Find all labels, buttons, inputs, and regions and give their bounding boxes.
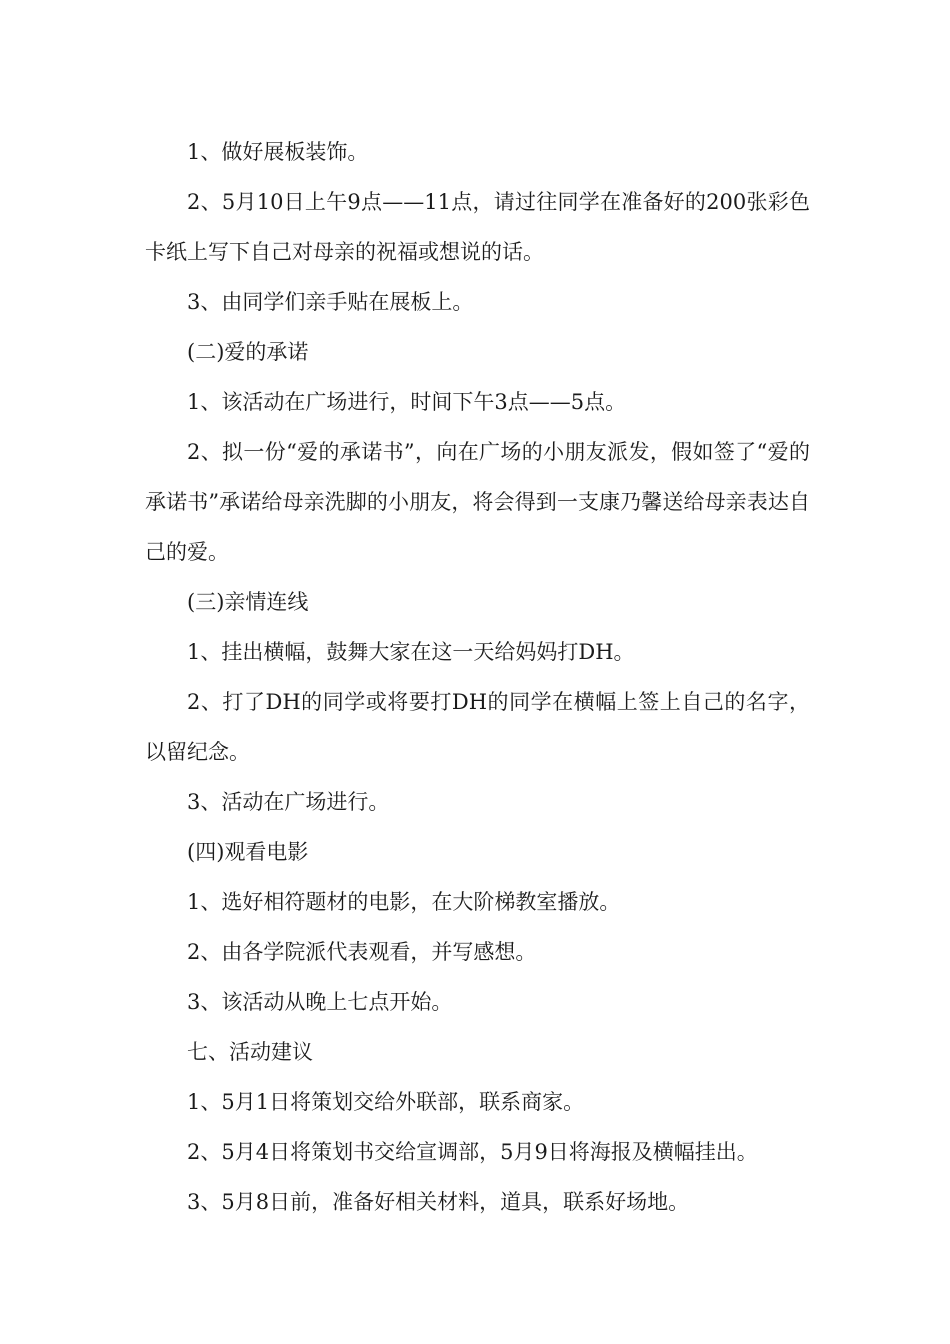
paragraph-8: 1、挂出横幅，鼓舞大家在这一天给妈妈打DH。 — [187, 640, 635, 664]
paragraph-16: 1、5月1日将策划交给外联部，联系商家。 — [187, 1090, 585, 1114]
paragraph-13: 2、由各学院派代表观看，并写感想。 — [187, 940, 537, 964]
paragraph-1: 1、做好展板装饰。 — [187, 140, 369, 164]
paragraph-14: 3、该活动从晚上七点开始。 — [187, 990, 453, 1014]
document-body — [145, 127, 810, 1227]
paragraph-12: 1、选好相符题材的电影，在大阶梯教室播放。 — [187, 890, 621, 914]
paragraph-18: 3、5月8日前，准备好相关材料，道具，联系好场地。 — [187, 1190, 690, 1214]
paragraph-17: 2、5月4日将策划书交给宣调部，5月9日将海报及横幅挂出。 — [187, 1140, 758, 1164]
section-heading-suggestions: 七、活动建议 — [187, 1040, 313, 1064]
paragraph-6: 2、拟一份“爱的承诺书”，向在广场的小朋友派发，假如签了“爱的承诺书”承诺给母亲洗脚的小朋友，将会得到一支康乃馨送给母亲表达自己的爱。 — [145, 440, 810, 564]
paragraph-10: 3、活动在广场进行。 — [187, 790, 390, 814]
paragraph-9: 2、打了DH的同学或将要打DH的同学在横幅上签上自己的名字，以留纪念。 — [145, 690, 810, 764]
section-heading-movie: (四)观看电影 — [187, 840, 309, 864]
section-heading-love-promise: (二)爱的承诺 — [187, 340, 309, 364]
paragraph-3: 3、由同学们亲手贴在展板上。 — [187, 290, 474, 314]
paragraph-2: 2、5月10日上午9点——11点，请过往同学在准备好的200张彩色卡纸上写下自己对母亲的祝福或想说的话。 — [145, 190, 810, 264]
paragraph-5: 1、该活动在广场进行，时间下午3点——5点。 — [187, 390, 627, 414]
section-heading-family-call: (三)亲情连线 — [187, 590, 309, 614]
